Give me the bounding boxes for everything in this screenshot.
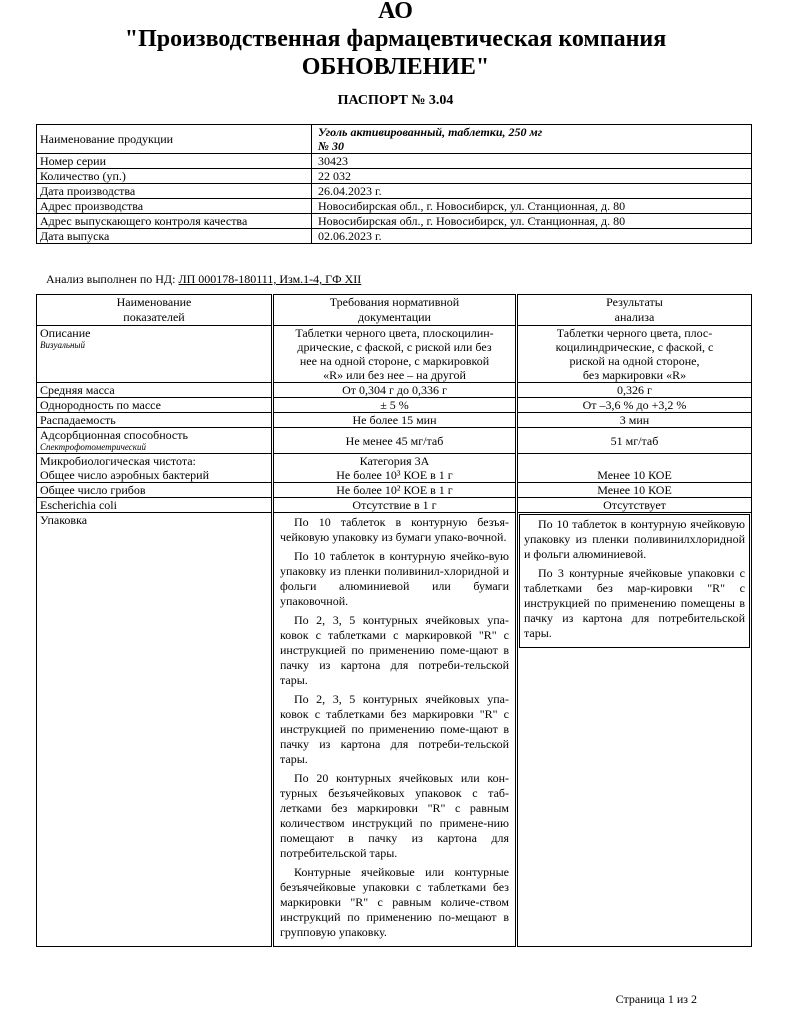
packaging-paragraph: По 20 контурных ячейковых или кон-турных безъячейковых упаковок с таб-летками без маркировки "R" с равным количеством инструкций по примене-нию помещают в пачку из картона для потребительской тары. [280, 771, 509, 860]
company-prefix: АО [378, 0, 413, 24]
indicator-name: Общее число грибов [37, 483, 273, 498]
row-mass [37, 383, 752, 398]
info-value: 30423 [312, 154, 752, 169]
row-packaging [37, 513, 752, 947]
result: 3 мин [517, 413, 752, 428]
info-row [37, 154, 752, 169]
indicator-name: Описание [40, 326, 91, 340]
info-value: 22 032 [312, 169, 752, 184]
requirement: Не более 10³ КОЕ в 1 г [273, 468, 517, 483]
row-description [37, 326, 752, 383]
info-value: 26.04.2023 г. [312, 184, 752, 199]
info-value: Новосибирская обл., г. Новосибирск, ул. Станционная, д. 80 [312, 214, 752, 229]
requirement: ± 5 % [273, 398, 517, 413]
result: 51 мг/таб [517, 428, 752, 454]
indicator-name: Упаковка [37, 513, 273, 947]
row-fungi [37, 483, 752, 498]
packaging-paragraph: По 10 таблеток в контурную безъя-чейковую упаковку из бумаги упако-вочной. [280, 515, 509, 544]
method-label: Спектрофотометрический [40, 442, 147, 452]
header-indicator: Наименование показателей [37, 295, 273, 326]
indicator-name: Общее число аэробных бактерий [37, 468, 273, 483]
packaging-paragraph: Контурные ячейковые или контурные безъячейковые упаковки с таблетками без маркировки "R" с равным количе-ством инструкций по применению по-мещают в групповую упаковку. [280, 865, 509, 939]
packaging-paragraph: По 2, 3, 5 контурных ячейковых упа-ковок с таблетками без маркировки "R" с инструкцией по применению поме-щают в пачку из картона для потреби-тельской тары. [280, 692, 509, 766]
info-label: Количество (уп.) [37, 169, 312, 184]
indicator-name: Микробиологическая чистота: [37, 454, 273, 469]
packaging-paragraph: По 10 таблеток в контурную ячейко-вую упаковку из пленки поливинил-хлоридной и фольги алюминиевой или бумаги упаковочной. [280, 549, 509, 608]
analysis-basis [46, 272, 361, 287]
result: От –3,6 % до +3,2 % [517, 398, 752, 413]
analysis-prefix: Анализ выполнен по НД: [46, 272, 179, 286]
info-value: Новосибирская обл., г. Новосибирск, ул. Станционная, д. 80 [312, 199, 752, 214]
requirement: Отсутствие в 1 г [273, 498, 517, 513]
packaging-results [517, 513, 752, 947]
company-name-line2: ОБНОВЛЕНИЕ" [301, 54, 490, 80]
indicator-name: Распадаемость [37, 413, 273, 428]
analysis-nd-link[interactable]: ЛП 000178-180111, Изм.1-4, ГФ XII [178, 272, 362, 286]
info-label: Дата выпуска [37, 229, 312, 244]
packaging-result-paragraph: По 10 таблеток в контурную ячейковую упаковку из пленки поливинилхлоридной и фольги алюминиевой. [524, 517, 745, 561]
page-number: Страница 1 из 2 [615, 992, 697, 1006]
info-label: Номер серии [37, 154, 312, 169]
passport-title: ПАСПОРТ № 3.04 [337, 93, 454, 108]
indicator-name: Адсорбционная способность [40, 428, 188, 442]
info-label: Адрес выпускающего контроля качества [37, 214, 312, 229]
result: 0,326 г [517, 383, 752, 398]
row-disintegration [37, 413, 752, 428]
info-row [37, 214, 752, 229]
row-uniformity [37, 398, 752, 413]
packaging-requirements [273, 513, 517, 947]
packaging-result-paragraph: По 3 контурные ячейковые упаковки с таблетками без мар-кировки "R" с инструкцией по применению помещены в пачку из картона для потребительской тары. [524, 566, 745, 640]
row-adsorption [37, 428, 752, 454]
info-value: 02.06.2023 г. [312, 229, 752, 244]
row-aerobic [37, 468, 752, 483]
info-value-product: Уголь активированный, таблетки, 250 мг № 30 [312, 125, 752, 154]
requirement: От 0,304 г до 0,336 г [273, 383, 517, 398]
result: Менее 10 КОЕ [517, 483, 752, 498]
info-row [37, 229, 752, 244]
info-row [37, 199, 752, 214]
indicator-name: Однородность по массе [37, 398, 273, 413]
method-label: Визуальный [40, 340, 86, 350]
info-row [37, 184, 752, 199]
info-label: Дата производства [37, 184, 312, 199]
company-name-line1: "Производственная фармацевтическая компания [124, 26, 667, 52]
result-empty [517, 454, 752, 469]
indicator-name: Средняя масса [37, 383, 273, 398]
header-results: Результаты анализа [517, 295, 752, 326]
packaging-paragraph: По 2, 3, 5 контурных ячейковых упа-ковок с таблетками с маркировкой "R" с инструкцией по применению поме-щают в пачку из картона для потреби-тельской тары. [280, 613, 509, 687]
row-ecoli [37, 498, 752, 513]
result: Таблетки черного цвета, плос- коцилиндрические, с фаской, с риской на одной стороне, без маркировки «R» [517, 326, 752, 383]
requirement: Не более 15 мин [273, 413, 517, 428]
requirement: Таблетки черного цвета, плоскоцилин- дрические, с фаской, с риской или без нее на одной стороне, с маркировкой «R» или без нее – на другой [273, 326, 517, 383]
header-requirements: Требования нормативной документации [273, 295, 517, 326]
requirement: Не более 10² КОЕ в 1 г [273, 483, 517, 498]
requirement: Категория 3А [273, 454, 517, 469]
requirement: Не менее 45 мг/таб [273, 428, 517, 454]
result: Отсутствует [517, 498, 752, 513]
info-label: Наименование продукции [37, 125, 312, 154]
table-header-row [37, 295, 752, 326]
info-row [37, 169, 752, 184]
result: Менее 10 КОЕ [517, 468, 752, 483]
analysis-table [36, 294, 752, 947]
info-row [37, 125, 752, 154]
product-info-table [36, 124, 752, 244]
indicator-name: Escherichia coli [37, 498, 273, 513]
row-micro [37, 454, 752, 469]
info-label: Адрес производства [37, 199, 312, 214]
